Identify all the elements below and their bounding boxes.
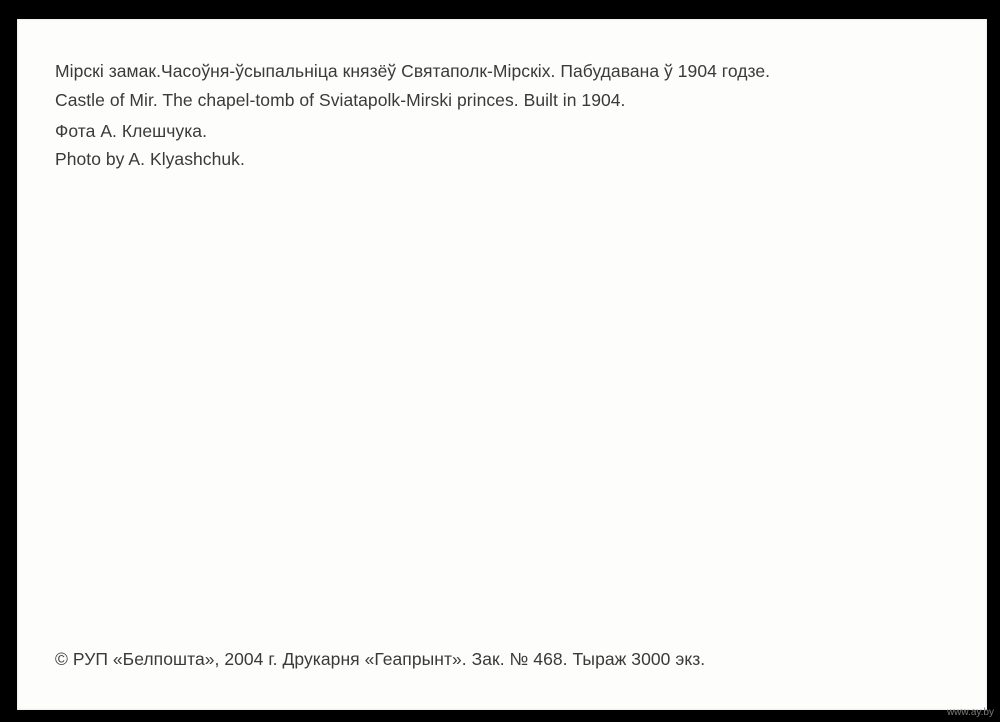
caption-belarusian: Мірскі замак.Часоўня-ўсыпальніца князёў Святаполк-Мірскіх. Пабудавана ў 1904 годзе. <box>55 61 771 81</box>
photo-credit-belarusian: Фота А. Клешчука. <box>55 121 207 141</box>
caption-english: Castle of Mir. The chapel-tomb of Sviatapolk-Mirski princes. Built in 1904. <box>55 90 626 110</box>
publisher-imprint: © РУП «Белпошта», 2004 г. Друкарня «Геапрынт». Зак. № 468. Тыраж 3000 экз. <box>55 649 706 669</box>
postcard-back <box>17 19 987 710</box>
photo-credit-english: Photo by A. Klyashchuk. <box>55 149 245 169</box>
site-watermark: www.ay.by <box>946 707 994 718</box>
